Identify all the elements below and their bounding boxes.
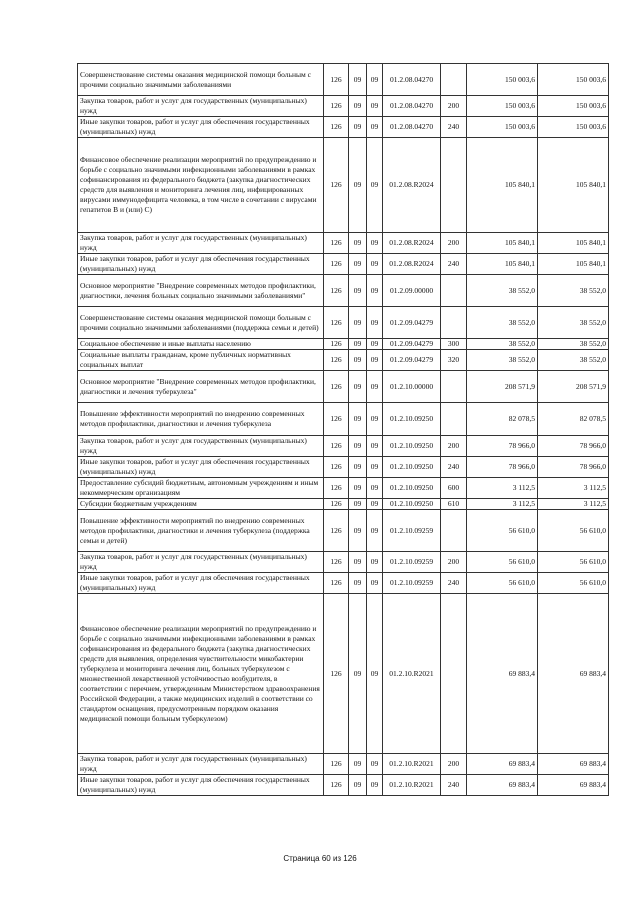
row-ministry-code: 126: [324, 510, 349, 552]
row-target-article: 01.2.09.04279: [383, 307, 441, 339]
row-subsection-code: 09: [367, 403, 383, 436]
row-amount-2: 69 883,4: [538, 775, 609, 796]
row-subsection-code: 09: [367, 233, 383, 254]
table-row: [78, 499, 609, 510]
row-subsection-code: 09: [367, 510, 383, 552]
row-target-article: 01.2.08.R2024: [383, 233, 441, 254]
row-target-article: 01.2.08.04270: [383, 64, 441, 96]
row-expense-type: [441, 275, 467, 307]
row-ministry-code: 126: [324, 552, 349, 573]
row-expense-type: 200: [441, 96, 467, 117]
table-row: [78, 594, 609, 754]
row-ministry-code: 126: [324, 594, 349, 754]
table-row: [78, 371, 609, 403]
row-subsection-code: 09: [367, 339, 383, 350]
row-name: Предоставление субсидий бюджетным, автономным учреждениям и иным некоммерческим организациям: [78, 478, 324, 499]
row-amount-1: 56 610,0: [467, 573, 538, 594]
row-expense-type: 320: [441, 350, 467, 371]
row-amount-1: 69 883,4: [467, 754, 538, 775]
row-subsection-code: 09: [367, 117, 383, 138]
row-ministry-code: 126: [324, 275, 349, 307]
row-expense-type: 200: [441, 233, 467, 254]
page-footer: Страница 60 из 126: [283, 854, 357, 863]
table-row: [78, 350, 609, 371]
row-ministry-code: 126: [324, 254, 349, 275]
table-row: [78, 552, 609, 573]
row-target-article: 01.2.10.09259: [383, 573, 441, 594]
row-section-code: 09: [349, 350, 367, 371]
row-amount-1: 105 840,1: [467, 254, 538, 275]
row-subsection-code: 09: [367, 436, 383, 457]
table-row: [78, 403, 609, 436]
row-section-code: 09: [349, 594, 367, 754]
row-amount-1: 56 610,0: [467, 510, 538, 552]
row-target-article: 01.2.10.09259: [383, 510, 441, 552]
row-amount-2: 69 883,4: [538, 594, 609, 754]
row-amount-2: 78 966,0: [538, 436, 609, 457]
row-name: Закупка товаров, работ и услуг для государственных (муниципальных) нужд: [78, 233, 324, 254]
row-target-article: 01.2.09.00000: [383, 275, 441, 307]
row-ministry-code: 126: [324, 403, 349, 436]
row-expense-type: [441, 64, 467, 96]
row-section-code: 09: [349, 436, 367, 457]
table-row: [78, 307, 609, 339]
row-section-code: 09: [349, 275, 367, 307]
table-row: [78, 573, 609, 594]
row-subsection-code: 09: [367, 275, 383, 307]
row-ministry-code: 126: [324, 339, 349, 350]
table-row: [78, 775, 609, 796]
row-section-code: 09: [349, 307, 367, 339]
row-ministry-code: 126: [324, 436, 349, 457]
row-name: Совершенствование системы оказания медицинской помощи больным с прочими социально значимыми заболеваниями (поддержка семьи и детей): [78, 307, 324, 339]
row-name: Финансовое обеспечение реализации мероприятий по предупреждению и борьбе с социально значимыми инфекционными заболеваниями в рамках софинансирования из федерального бюджета (закупка диагностических средств для выявления, определения чувствительности микобактерии туберкулеза и мониторинга лечения лиц, больных туберкулезом с множественной лекарственной устойчивостью возбудителя, в соответствии с перечнем, утвержденным Министерством здравоохранения Российской Федерации, а также медицинских изделий в соответствии со стандартом оснащения, предусмотренным порядком оказания медицинской помощи больным туберкулезом): [78, 594, 324, 754]
row-expense-type: 600: [441, 478, 467, 499]
row-amount-2: 208 571,9: [538, 371, 609, 403]
row-section-code: 09: [349, 573, 367, 594]
table-row: [78, 457, 609, 478]
row-section-code: 09: [349, 552, 367, 573]
row-amount-1: 150 003,6: [467, 64, 538, 96]
row-ministry-code: 126: [324, 754, 349, 775]
row-subsection-code: 09: [367, 754, 383, 775]
row-section-code: 09: [349, 371, 367, 403]
table-row: [78, 254, 609, 275]
row-expense-type: 240: [441, 573, 467, 594]
row-amount-2: 56 610,0: [538, 573, 609, 594]
row-amount-1: 150 003,6: [467, 96, 538, 117]
row-amount-2: 82 078,5: [538, 403, 609, 436]
row-section-code: 09: [349, 478, 367, 499]
row-expense-type: 200: [441, 754, 467, 775]
row-expense-type: 200: [441, 552, 467, 573]
table-row: [78, 233, 609, 254]
row-expense-type: [441, 371, 467, 403]
row-amount-1: 38 552,0: [467, 307, 538, 339]
row-amount-1: 69 883,4: [467, 775, 538, 796]
row-ministry-code: 126: [324, 775, 349, 796]
row-subsection-code: 09: [367, 138, 383, 233]
row-subsection-code: 09: [367, 552, 383, 573]
row-ministry-code: 126: [324, 64, 349, 96]
row-subsection-code: 09: [367, 594, 383, 754]
row-subsection-code: 09: [367, 96, 383, 117]
row-amount-1: 105 840,1: [467, 138, 538, 233]
row-target-article: 01.2.09.04279: [383, 350, 441, 371]
row-amount-2: 105 840,1: [538, 233, 609, 254]
row-target-article: 01.2.10.09250: [383, 403, 441, 436]
row-expense-type: [441, 510, 467, 552]
row-subsection-code: 09: [367, 350, 383, 371]
row-expense-type: [441, 594, 467, 754]
table-row: [78, 138, 609, 233]
row-ministry-code: 126: [324, 307, 349, 339]
table-row: [78, 436, 609, 457]
row-subsection-code: 09: [367, 64, 383, 96]
row-expense-type: 240: [441, 775, 467, 796]
row-name: Иные закупки товаров, работ и услуг для обеспечения государственных (муниципальных) нужд: [78, 117, 324, 138]
row-amount-2: 150 003,6: [538, 96, 609, 117]
row-section-code: 09: [349, 403, 367, 436]
row-subsection-code: 09: [367, 307, 383, 339]
row-name: Основное мероприятие "Внедрение современных методов профилактики, диагностики и лечения туберкулеза": [78, 371, 324, 403]
row-section-code: 09: [349, 499, 367, 510]
table-row: [78, 478, 609, 499]
row-name: Иные закупки товаров, работ и услуг для обеспечения государственных (муниципальных) нужд: [78, 573, 324, 594]
row-ministry-code: 126: [324, 573, 349, 594]
row-subsection-code: 09: [367, 573, 383, 594]
row-name: Закупка товаров, работ и услуг для государственных (муниципальных) нужд: [78, 436, 324, 457]
row-amount-1: 150 003,6: [467, 117, 538, 138]
table-row: [78, 339, 609, 350]
row-name: Повышение эффективности мероприятий по внедрению современных методов профилактики, диагностики и лечения туберкулеза (поддержка семьи и детей): [78, 510, 324, 552]
row-amount-1: 78 966,0: [467, 436, 538, 457]
table-row: [78, 510, 609, 552]
row-amount-1: 69 883,4: [467, 594, 538, 754]
row-ministry-code: 126: [324, 138, 349, 233]
table-row: [78, 117, 609, 138]
row-amount-1: 105 840,1: [467, 233, 538, 254]
row-section-code: 09: [349, 457, 367, 478]
row-amount-2: 56 610,0: [538, 510, 609, 552]
row-target-article: 01.2.10.R2021: [383, 594, 441, 754]
row-subsection-code: 09: [367, 499, 383, 510]
row-expense-type: 300: [441, 339, 467, 350]
row-subsection-code: 09: [367, 457, 383, 478]
row-subsection-code: 09: [367, 254, 383, 275]
row-section-code: 09: [349, 510, 367, 552]
row-name: Повышение эффективности мероприятий по внедрению современных методов профилактики, диагностики и лечения туберкулеза: [78, 403, 324, 436]
row-name: Основное мероприятие "Внедрение современных методов профилактики, диагностики, лечения больных социально значимыми заболеваниями": [78, 275, 324, 307]
row-target-article: 01.2.10.09250: [383, 478, 441, 499]
row-amount-2: 150 003,6: [538, 117, 609, 138]
row-amount-1: 82 078,5: [467, 403, 538, 436]
row-ministry-code: 126: [324, 233, 349, 254]
row-target-article: 01.2.08.04270: [383, 96, 441, 117]
row-section-code: 09: [349, 138, 367, 233]
row-ministry-code: 126: [324, 478, 349, 499]
row-expense-type: 610: [441, 499, 467, 510]
row-expense-type: [441, 403, 467, 436]
row-target-article: 01.2.08.R2024: [383, 254, 441, 275]
row-amount-2: 105 840,1: [538, 138, 609, 233]
row-amount-2: 3 112,5: [538, 478, 609, 499]
row-section-code: 09: [349, 233, 367, 254]
row-name: Закупка товаров, работ и услуг для государственных (муниципальных) нужд: [78, 754, 324, 775]
row-amount-2: 3 112,5: [538, 499, 609, 510]
row-expense-type: [441, 307, 467, 339]
table-row: [78, 754, 609, 775]
row-target-article: 01.2.10.09250: [383, 499, 441, 510]
row-target-article: 01.2.10.09250: [383, 457, 441, 478]
row-name: Субсидии бюджетным учреждениям: [78, 499, 324, 510]
row-name: Закупка товаров, работ и услуг для государственных (муниципальных) нужд: [78, 552, 324, 573]
row-ministry-code: 126: [324, 371, 349, 403]
table-row: [78, 96, 609, 117]
row-amount-1: 208 571,9: [467, 371, 538, 403]
row-name: Финансовое обеспечение реализации мероприятий по предупреждению и борьбе с социально значимыми инфекционными заболеваниями в рамках софинансирования из федерального бюджета (закупка диагностических средств для выявления и мониторинга лечения лиц, инфицированных вирусами иммунодефицита человека, в том числе в сочетании с вирусами гепатитов В и (или) С): [78, 138, 324, 233]
row-amount-2: 38 552,0: [538, 307, 609, 339]
row-ministry-code: 126: [324, 350, 349, 371]
row-section-code: 09: [349, 96, 367, 117]
row-ministry-code: 126: [324, 96, 349, 117]
row-target-article: 01.2.08.04270: [383, 117, 441, 138]
row-amount-2: 38 552,0: [538, 339, 609, 350]
row-amount-1: 56 610,0: [467, 552, 538, 573]
row-name: Социальное обеспечение и иные выплаты населению: [78, 339, 324, 350]
table-row: [78, 64, 609, 96]
row-target-article: 01.2.10.R2021: [383, 754, 441, 775]
row-amount-2: 69 883,4: [538, 754, 609, 775]
row-section-code: 09: [349, 339, 367, 350]
row-section-code: 09: [349, 754, 367, 775]
row-target-article: 01.2.10.00000: [383, 371, 441, 403]
row-amount-2: 38 552,0: [538, 275, 609, 307]
row-name: Совершенствование системы оказания медицинской помощи больным с прочими социально значимыми заболеваниями: [78, 64, 324, 96]
row-section-code: 09: [349, 64, 367, 96]
row-amount-2: 105 840,1: [538, 254, 609, 275]
row-ministry-code: 126: [324, 117, 349, 138]
row-amount-1: 78 966,0: [467, 457, 538, 478]
row-subsection-code: 09: [367, 371, 383, 403]
row-section-code: 09: [349, 775, 367, 796]
row-expense-type: 240: [441, 457, 467, 478]
row-amount-2: 56 610,0: [538, 552, 609, 573]
table-row: [78, 275, 609, 307]
row-amount-2: 150 003,6: [538, 64, 609, 96]
row-subsection-code: 09: [367, 478, 383, 499]
row-target-article: 01.2.10.09250: [383, 436, 441, 457]
row-target-article: 01.2.10.R2021: [383, 775, 441, 796]
row-amount-2: 38 552,0: [538, 350, 609, 371]
row-ministry-code: 126: [324, 457, 349, 478]
row-amount-2: 78 966,0: [538, 457, 609, 478]
row-expense-type: 200: [441, 436, 467, 457]
row-target-article: 01.2.08.R2024: [383, 138, 441, 233]
row-amount-1: 3 112,5: [467, 478, 538, 499]
row-name: Иные закупки товаров, работ и услуг для обеспечения государственных (муниципальных) нужд: [78, 457, 324, 478]
row-ministry-code: 126: [324, 499, 349, 510]
row-expense-type: [441, 138, 467, 233]
row-name: Социальные выплаты гражданам, кроме публичных нормативных социальных выплат: [78, 350, 324, 371]
row-name: Закупка товаров, работ и услуг для государственных (муниципальных) нужд: [78, 96, 324, 117]
row-amount-1: 3 112,5: [467, 499, 538, 510]
row-amount-1: 38 552,0: [467, 350, 538, 371]
row-target-article: 01.2.10.09259: [383, 552, 441, 573]
row-name: Иные закупки товаров, работ и услуг для обеспечения государственных (муниципальных) нужд: [78, 254, 324, 275]
row-target-article: 01.2.09.04279: [383, 339, 441, 350]
row-subsection-code: 09: [367, 775, 383, 796]
row-amount-1: 38 552,0: [467, 339, 538, 350]
row-section-code: 09: [349, 117, 367, 138]
row-name: Иные закупки товаров, работ и услуг для обеспечения государственных (муниципальных) нужд: [78, 775, 324, 796]
row-amount-1: 38 552,0: [467, 275, 538, 307]
row-section-code: 09: [349, 254, 367, 275]
row-expense-type: 240: [441, 254, 467, 275]
row-expense-type: 240: [441, 117, 467, 138]
budget-table: [77, 63, 609, 796]
